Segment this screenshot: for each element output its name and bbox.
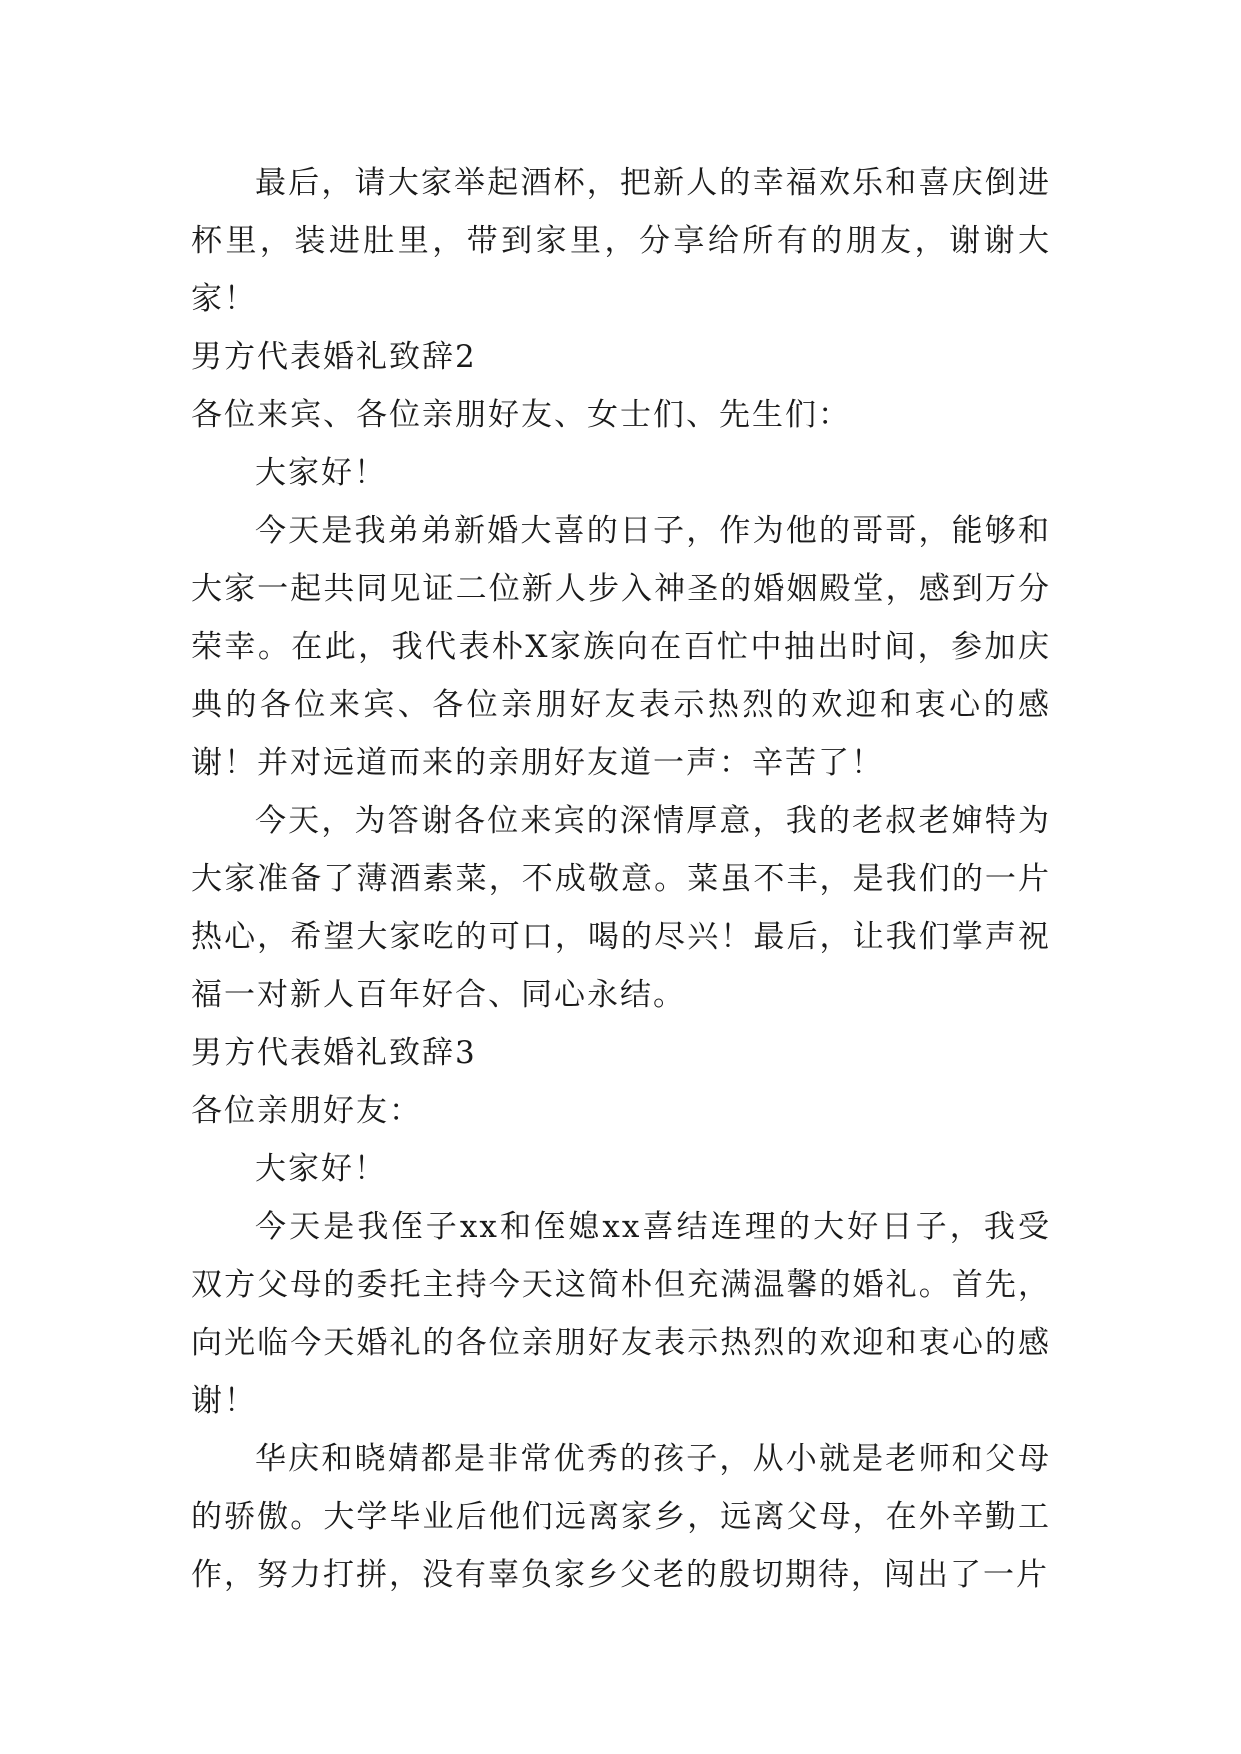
paragraph-welcome-2: 今天是我弟弟新婚大喜的日子，作为他的哥哥，能够和大家一起共同见证二位新人步入神圣的婚姻殿堂，感到万分荣幸。在此，我代表朴X家族向在百忙中抽出时间，参加庆典的各位来宾、各位亲朋好友表示热烈的欢迎和衷心的感谢！并对远道而来的亲朋好友道一声：辛苦了！ [191,513,1051,781]
paragraph-thanks-2: 今天，为答谢各位来宾的深情厚意，我的老叔老婶特为大家准备了薄酒素菜，不成敬意。菜虽不丰，是我们的一片热心，希望大家吃的可口，喝的尽兴！最后，让我们掌声祝福一对新人百年好合、同心永结。 [191,803,1051,1013]
section-heading-2: 男方代表婚礼致辞2 [191,339,477,375]
paragraph-welcome-3: 今天是我侄子xx和侄媳xx喜结连理的大好日子，我受双方父母的委托主持今天这简朴但充满温馨的婚礼。首先，向光临今天婚礼的各位亲朋好友表示热烈的欢迎和衷心的感谢！ [191,1209,1051,1419]
document-body [191,154,1051,1604]
paragraph-couple-3: 华庆和晓婧都是非常优秀的孩子，从小就是老师和父母的骄傲。大学毕业后他们远离家乡，远离父母，在外辛勤工作，努力打拼，没有辜负家乡父老的殷切期待，闯出了一片 [191,1441,1051,1593]
section-heading-3: 男方代表婚礼致辞3 [191,1035,477,1071]
greeting-3: 大家好！ [255,1151,387,1187]
salutation-3: 各位亲朋好友： [191,1093,422,1129]
greeting-2: 大家好！ [255,455,387,491]
paragraph-closing-toast: 最后，请大家举起酒杯，把新人的幸福欢乐和喜庆倒进杯里，装进肚里，带到家里，分享给所有的朋友，谢谢大家！ [191,165,1051,317]
salutation-2: 各位来宾、各位亲朋好友、女士们、先生们： [191,397,851,433]
